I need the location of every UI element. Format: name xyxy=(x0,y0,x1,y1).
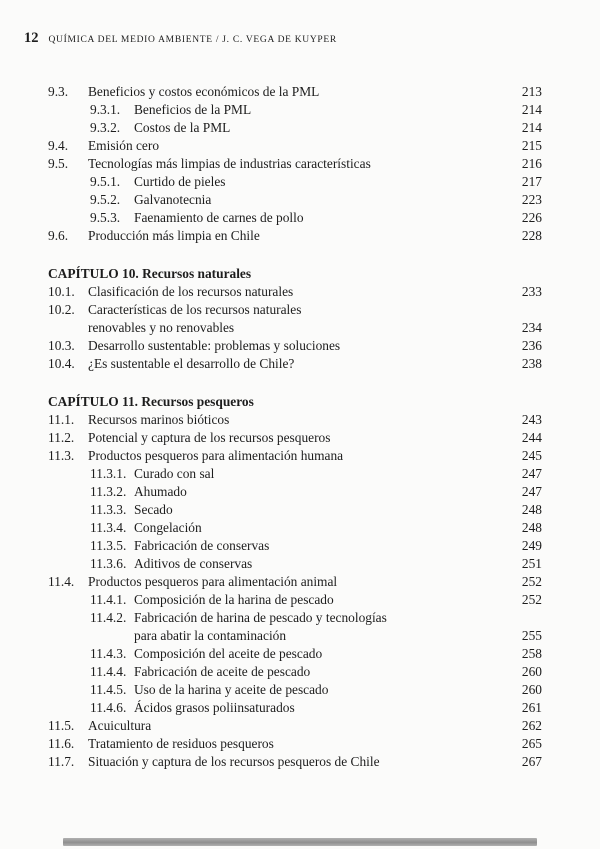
toc-row xyxy=(48,101,542,119)
toc-row xyxy=(48,429,542,447)
entry-page-number: 236 xyxy=(521,338,542,353)
entry-number: 11.5. xyxy=(48,718,75,733)
toc-row xyxy=(48,209,542,227)
toc-row xyxy=(48,301,542,319)
entry-number: 9.3.1. xyxy=(90,102,121,117)
entry-number: 10.1. xyxy=(48,284,75,299)
toc-row xyxy=(48,555,542,573)
entry-title: Desarrollo sustentable: problemas y soluciones xyxy=(88,338,341,353)
entry-page-number: 247 xyxy=(521,466,542,481)
toc-row xyxy=(48,609,542,627)
entry-page-number: 249 xyxy=(521,538,542,553)
entry-number: 11.1. xyxy=(48,412,75,427)
running-title: QUÍMICA DEL MEDIO AMBIENTE / J. C. VEGA DE KUYPER xyxy=(48,35,337,45)
entry-title: Galvanotecnia xyxy=(134,192,212,207)
entry-page-number: 243 xyxy=(521,412,542,427)
entry-number: 11.7. xyxy=(48,754,75,769)
entry-title: Beneficios de la PML xyxy=(134,102,252,117)
entry-page-number: 238 xyxy=(521,356,542,371)
toc-row xyxy=(48,573,542,591)
entry-number: 10.4. xyxy=(48,356,75,371)
toc-row xyxy=(48,735,542,753)
entry-page-number: 260 xyxy=(521,664,542,679)
toc-row xyxy=(48,501,542,519)
toc-row xyxy=(48,519,542,537)
toc-row xyxy=(48,753,542,771)
toc-row xyxy=(48,699,542,717)
entry-page-number: 215 xyxy=(521,138,542,153)
entry-page-number: 260 xyxy=(521,682,542,697)
entry-page-number: 255 xyxy=(521,628,542,643)
entry-number: 11.3.3. xyxy=(90,502,127,517)
toc-row xyxy=(48,645,542,663)
entry-page-number: 233 xyxy=(521,284,542,299)
entry-page-number: 223 xyxy=(521,192,542,207)
entry-title: Faenamiento de carnes de pollo xyxy=(134,210,304,225)
entry-number: 9.5.1. xyxy=(90,174,121,189)
toc-row xyxy=(48,137,542,155)
toc-row xyxy=(48,155,542,173)
entry-number: 9.6. xyxy=(48,228,69,243)
entry-title: Curtido de pieles xyxy=(134,174,226,189)
entry-page-number: 248 xyxy=(521,520,542,535)
entry-number: 11.6. xyxy=(48,736,75,751)
entry-page-number: 244 xyxy=(521,430,542,445)
entry-title: renovables y no renovables xyxy=(88,320,235,335)
entry-title: Recursos marinos bióticos xyxy=(88,412,230,427)
entry-title: Fabricación de conservas xyxy=(134,538,270,553)
entry-number: 11.2. xyxy=(48,430,75,445)
running-header xyxy=(24,30,337,47)
toc-row xyxy=(48,119,542,137)
chapter-title: CAPÍTULO 10. Recursos naturales xyxy=(48,266,252,281)
entry-page-number: 245 xyxy=(521,448,542,463)
entry-number: 9.3. xyxy=(48,84,69,99)
entry-title: Situación y captura de los recursos pesqueros de Chile xyxy=(88,754,380,769)
entry-title: Composición de la harina de pescado xyxy=(134,592,334,607)
entry-page-number: 226 xyxy=(521,210,542,225)
toc-row xyxy=(48,191,542,209)
entry-page-number: 265 xyxy=(521,736,542,751)
toc-row xyxy=(48,537,542,555)
entry-title: Fabricación de aceite de pescado xyxy=(134,664,311,679)
toc-row xyxy=(48,717,542,735)
entry-number: 10.3. xyxy=(48,338,75,353)
entry-number: 9.5. xyxy=(48,156,69,171)
toc-row-continuation xyxy=(48,319,542,337)
entry-number: 11.3. xyxy=(48,448,75,463)
entry-title: Emisión cero xyxy=(88,138,160,153)
entry-number: 9.4. xyxy=(48,138,69,153)
toc xyxy=(48,83,542,771)
entry-page-number: 258 xyxy=(521,646,542,661)
toc-chapter-heading xyxy=(48,265,542,283)
entry-page-number: 213 xyxy=(521,84,542,99)
toc-row-continuation xyxy=(48,627,542,645)
entry-page-number: 228 xyxy=(521,228,542,243)
entry-number: 11.4.4. xyxy=(90,664,127,679)
toc-row xyxy=(48,465,542,483)
entry-page-number: 267 xyxy=(521,754,542,769)
toc-row xyxy=(48,411,542,429)
entry-title: Composición del aceite de pescado xyxy=(134,646,323,661)
entry-page-number: 214 xyxy=(521,120,542,135)
entry-number: 11.4.3. xyxy=(90,646,127,661)
entry-number: 11.3.6. xyxy=(90,556,127,571)
entry-title: Tratamiento de residuos pesqueros xyxy=(88,736,274,751)
toc-row xyxy=(48,283,542,301)
entry-number: 9.5.3. xyxy=(90,210,121,225)
entry-number: 11.3.4. xyxy=(90,520,127,535)
entry-title: Uso de la harina y aceite de pescado xyxy=(134,682,329,697)
entry-page-number: 252 xyxy=(521,574,542,589)
entry-title: Características de los recursos naturales xyxy=(88,302,302,317)
entry-page-number: 234 xyxy=(521,320,542,335)
toc-chapter-heading xyxy=(48,393,542,411)
entry-number: 10.2. xyxy=(48,302,75,317)
entry-page-number: 261 xyxy=(521,700,542,715)
entry-number: 11.3.5. xyxy=(90,538,127,553)
entry-title: Productos pesqueros para alimentación animal xyxy=(88,574,338,589)
entry-page-number: 248 xyxy=(521,502,542,517)
toc-row xyxy=(48,447,542,465)
entry-page-number: 252 xyxy=(521,592,542,607)
scan-shadow-bar xyxy=(63,838,537,846)
entry-title: Productos pesqueros para alimentación humana xyxy=(88,448,344,463)
entry-title: Secado xyxy=(134,502,173,517)
entry-number: 11.4.5. xyxy=(90,682,127,697)
chapter-title: CAPÍTULO 11. Recursos pesqueros xyxy=(48,394,254,409)
entry-page-number: 217 xyxy=(521,174,542,189)
entry-number: 11.4.1. xyxy=(90,592,127,607)
entry-title: Acuicultura xyxy=(88,718,152,733)
entry-title: Ácidos grasos poliinsaturados xyxy=(134,700,295,715)
entry-title: ¿Es sustentable el desarrollo de Chile? xyxy=(88,356,295,371)
toc-row xyxy=(48,173,542,191)
entry-number: 11.4.2. xyxy=(90,610,127,625)
entry-page-number: 262 xyxy=(521,718,542,733)
toc-row xyxy=(48,591,542,609)
entry-title: para abatir la contaminación xyxy=(134,628,287,643)
toc-row xyxy=(48,83,542,101)
entry-number: 11.4. xyxy=(48,574,75,589)
entry-title: Ahumado xyxy=(134,484,187,499)
entry-title: Tecnologías más limpias de industrias características xyxy=(88,156,371,171)
entry-page-number: 216 xyxy=(521,156,542,171)
entry-page-number: 247 xyxy=(521,484,542,499)
entry-number: 9.5.2. xyxy=(90,192,121,207)
toc-row xyxy=(48,337,542,355)
toc-row xyxy=(48,227,542,245)
entry-number: 11.3.1. xyxy=(90,466,127,481)
entry-number: 9.3.2. xyxy=(90,120,121,135)
entry-title: Aditivos de conservas xyxy=(134,556,253,571)
entry-title: Beneficios y costos económicos de la PML xyxy=(88,84,320,99)
entry-page-number: 251 xyxy=(521,556,542,571)
toc-row xyxy=(48,663,542,681)
entry-title: Costos de la PML xyxy=(134,120,231,135)
page-number: 12 xyxy=(24,30,39,46)
entry-title: Fabricación de harina de pescado y tecnologías xyxy=(134,610,387,625)
toc-row xyxy=(48,681,542,699)
entry-page-number: 214 xyxy=(521,102,542,117)
entry-title: Congelación xyxy=(134,520,202,535)
toc-row xyxy=(48,483,542,501)
toc-row xyxy=(48,355,542,373)
entry-number: 11.3.2. xyxy=(90,484,127,499)
entry-title: Curado con sal xyxy=(134,466,215,481)
entry-title: Clasificación de los recursos naturales xyxy=(88,284,294,299)
entry-title: Producción más limpia en Chile xyxy=(88,228,260,243)
entry-number: 11.4.6. xyxy=(90,700,127,715)
entry-title: Potencial y captura de los recursos pesqueros xyxy=(88,430,331,445)
